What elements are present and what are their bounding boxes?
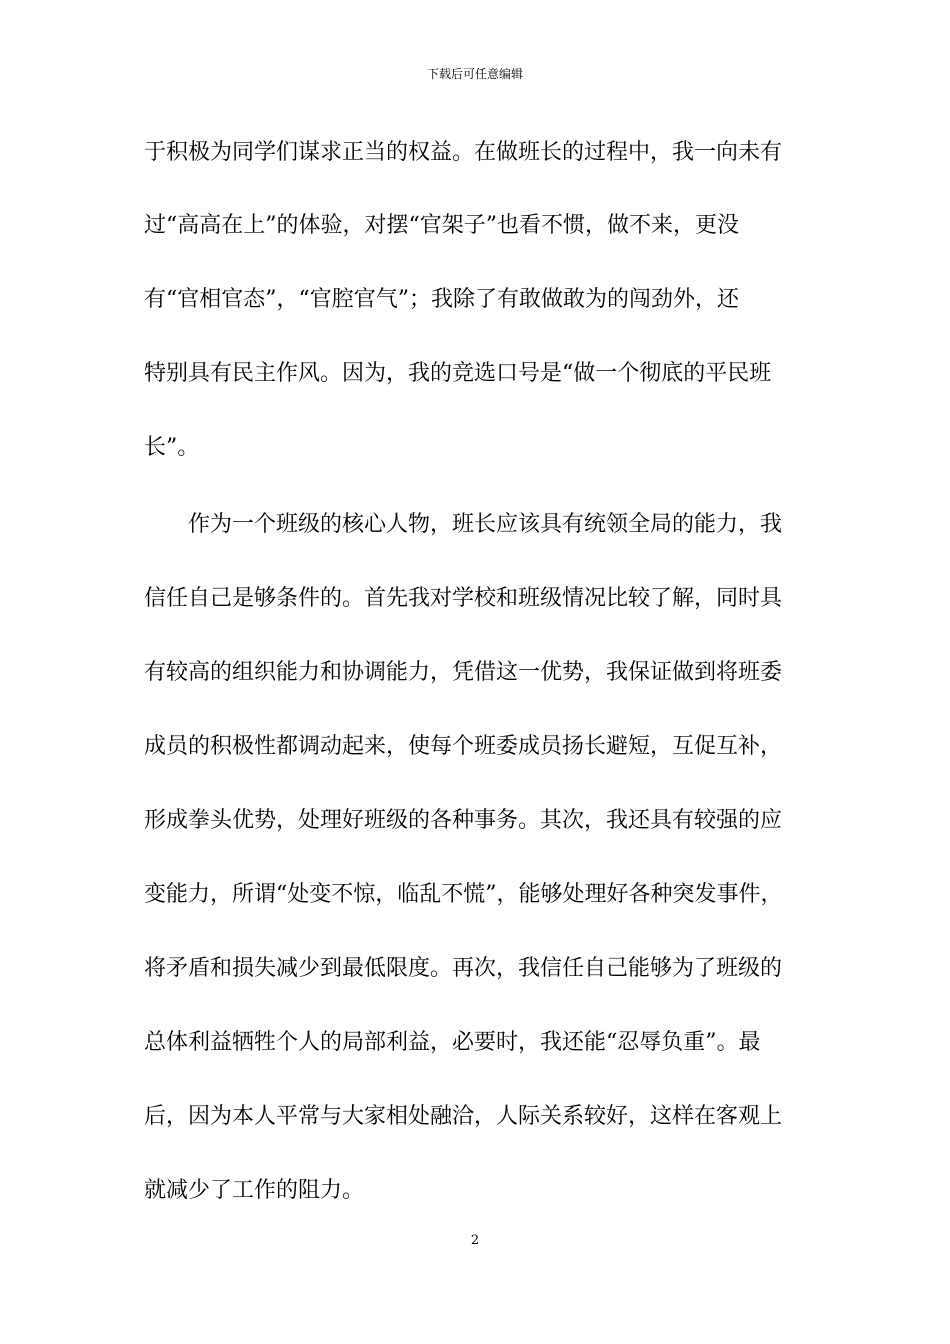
page-header: 下载后可任意编辑 [426,67,523,81]
text-line: 特别具有民主作风。因为，我的竞选口号是“做一个彻底的平民班 [144,361,772,386]
text-line: 长”。 [144,435,200,460]
text-line: 有“官相官态”，“官腔官气”；我除了有敢做敢为的闯劲外，还 [144,287,739,312]
text-line: 有较高的组织能力和协调能力，凭借这一优势，我保证做到将班委 [144,660,783,685]
paragraph-first-line: 作为一个班级的核心人物，班长应该具有统领全局的能力，我 [188,512,783,537]
text-line: 信任自己是够条件的。首先我对学校和班级情况比较了解，同时具 [144,586,783,611]
text-line: 变能力，所谓“处变不惊，临乱不慌”，能够处理好各种突发事件， [144,882,783,907]
text-line: 将矛盾和损失减少到最低限度。再次，我信任自己能够为了班级的 [144,956,783,981]
text-line: 过“高高在上”的体验，对摆“官架子”也看不惯，做不来，更没 [144,213,739,238]
text-line: 就减少了工作的阻力。 [144,1178,365,1203]
text-line: 于积极为同学们谋求正当的权益。在做班长的过程中，我一向未有 [144,140,783,165]
text-line: 成员的积极性都调动起来，使每个班委成员扬长避短，互促互补， [144,734,783,759]
text-line: 总体利益牺牲个人的局部利益，必要时，我还能“忍辱负重”。最 [144,1030,761,1055]
text-line: 形成拳头优势，处理好班级的各种事务。其次，我还具有较强的应 [144,808,783,833]
text-line: 后，因为本人平常与大家相处融洽，人际关系较好，这样在客观上 [144,1104,783,1129]
page-number: 2 [470,1233,480,1248]
